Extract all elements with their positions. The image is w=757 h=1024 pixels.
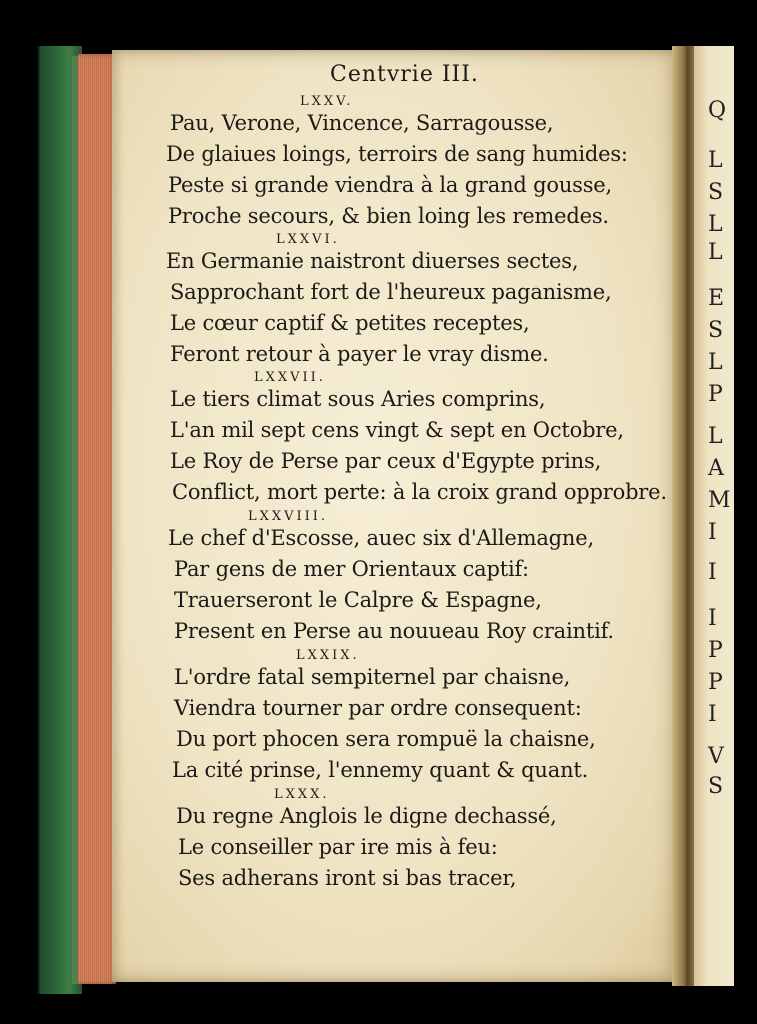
verse-line: Trauerseront le Calpre & Espagne, — [174, 588, 542, 612]
verse-line: En Germanie naistront diuerses sectes, — [166, 249, 579, 273]
verse-line: Le tiers climat sous Aries comprins, — [170, 387, 546, 411]
facing-page-letter: L — [708, 212, 723, 237]
verse-line: Pau, Verone, Vincence, Sarragousse, — [170, 111, 554, 135]
verse-line: Le chef d'Escosse, auec six d'Allemagne, — [168, 526, 594, 550]
verse-line: Feront retour à payer le vray disme. — [170, 342, 549, 366]
verse-line: Proche secours, & bien loing les remedes. — [168, 204, 609, 228]
quatrain-number: LXXVII. — [254, 370, 326, 385]
facing-page-letter: P — [708, 638, 723, 663]
quatrain-number: LXXVIII. — [248, 509, 329, 524]
facing-page-letter: E — [708, 286, 725, 311]
facing-page-letter: L — [708, 424, 723, 449]
verse-line: De glaiues loings, terroirs de sang humides: — [166, 142, 628, 166]
facing-page-edge — [694, 46, 734, 986]
verse-line: Le conseiller par ire mis à feu: — [178, 835, 498, 859]
verse-line: L'ordre fatal sempiternel par chaisne, — [174, 665, 571, 689]
quatrain-number: LXXV. — [300, 94, 354, 109]
verse-line: Viendra tourner par ordre consequent: — [174, 696, 582, 720]
verse-line: Sapprochant fort de l'heureux paganisme, — [170, 280, 612, 304]
verse-line: Ses adherans iront si bas tracer, — [178, 866, 517, 890]
facing-page-letter: V — [708, 744, 724, 769]
quatrain-number: LXXX. — [274, 787, 330, 802]
verse-line: L'an mil sept cens vingt & sept en Octobre, — [170, 418, 624, 442]
verse-line: Du regne Anglois le digne dechassé, — [176, 804, 557, 828]
quatrain-number: LXXIX. — [296, 648, 360, 663]
facing-page-letter: S — [708, 318, 724, 343]
facing-page-letter: L — [708, 148, 723, 173]
facing-page-letter: I — [708, 702, 717, 727]
facing-page-letter: I — [708, 520, 717, 545]
facing-page-letter: L — [708, 240, 723, 265]
facing-page-letter: L — [708, 350, 723, 375]
facing-page-letter: A — [708, 456, 724, 481]
facing-page-letter: I — [708, 606, 717, 631]
verse-line: La cité prinse, l'ennemy quant & quant. — [172, 758, 589, 782]
facing-page-letter: S — [708, 180, 724, 205]
verse-line: Conflict, mort perte: à la croix grand opprobre. — [172, 480, 667, 504]
facing-page-letter: Q — [708, 98, 727, 123]
facing-page-letter: S — [708, 774, 724, 799]
facing-page-letter: I — [708, 560, 717, 585]
verse-line: Peste si grande viendra à la grand gousse, — [168, 173, 613, 197]
page-edges — [78, 54, 116, 984]
verse-line: Du port phocen sera rompuë la chaisne, — [176, 727, 596, 751]
page-header: Centvrie III. — [330, 62, 479, 87]
verse-line: Le cœur captif & petites receptes, — [170, 311, 530, 335]
facing-page-letter: P — [708, 382, 723, 407]
verse-line: Par gens de mer Orientaux captif: — [174, 557, 529, 581]
facing-page-letter: P — [708, 670, 723, 695]
quatrain-number: LXXVI. — [276, 232, 340, 247]
verse-line: Le Roy de Perse par ceux d'Egypte prins, — [170, 449, 602, 473]
verse-line: Present en Perse au nouueau Roy craintif. — [174, 619, 614, 643]
facing-page-letter: M — [708, 488, 731, 513]
